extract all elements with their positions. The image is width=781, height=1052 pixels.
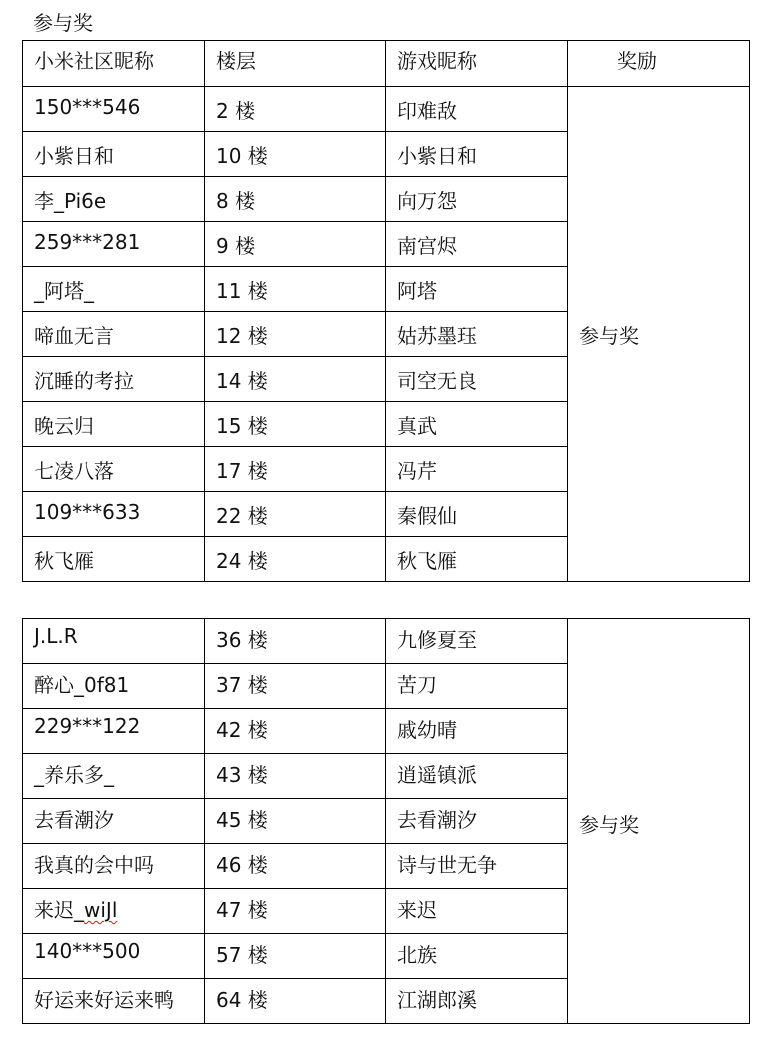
floor-cell: 37 楼 [205, 664, 386, 709]
column-header-community-nick: 小米社区昵称 [23, 41, 205, 87]
floor-cell: 42 楼 [205, 709, 386, 754]
game-nick-cell: 冯芹 [386, 447, 568, 492]
floor-cell: 47 楼 [205, 889, 386, 934]
community-nick-cell: 好运来好运来鸭 [23, 979, 205, 1024]
community-nick-cell: J.L.R [23, 619, 205, 664]
community-nick-cell: 150***546 [23, 87, 205, 132]
reward-cell: 参与奖 [568, 619, 750, 1024]
game-nick-cell: 阿塔 [386, 267, 568, 312]
winners-table-2 [22, 618, 750, 1024]
game-nick-cell: 司空无良 [386, 357, 568, 402]
column-header-game-nick: 游戏昵称 [386, 41, 568, 87]
game-nick-cell: 戚幼晴 [386, 709, 568, 754]
community-nick-cell: 259***281 [23, 222, 205, 267]
floor-cell: 8 楼 [205, 177, 386, 222]
floor-cell: 64 楼 [205, 979, 386, 1024]
game-nick-cell: 九修夏至 [386, 619, 568, 664]
game-nick-cell: 来迟 [386, 889, 568, 934]
community-nick-cell: 229***122 [23, 709, 205, 754]
community-nick-cell: 140***500 [23, 934, 205, 979]
game-nick-cell: 秦假仙 [386, 492, 568, 537]
floor-cell: 14 楼 [205, 357, 386, 402]
floor-cell: 9 楼 [205, 222, 386, 267]
community-nick-cell: 我真的会中吗 [23, 844, 205, 889]
section-heading: 参与奖 [33, 11, 93, 35]
community-nick-cell: 来迟_wiJl [23, 889, 205, 934]
community-nick-cell: 啼血无言 [23, 312, 205, 357]
reward-cell: 参与奖 [568, 87, 750, 582]
floor-cell: 43 楼 [205, 754, 386, 799]
community-nick-cell: 去看潮汐 [23, 799, 205, 844]
floor-cell: 24 楼 [205, 537, 386, 582]
table-body [23, 619, 750, 1024]
game-nick-cell: 印难敌 [386, 87, 568, 132]
table-header [23, 41, 750, 87]
floor-cell: 11 楼 [205, 267, 386, 312]
game-nick-cell: 苦刀 [386, 664, 568, 709]
community-nick-cell: 晚云归 [23, 402, 205, 447]
floor-cell: 12 楼 [205, 312, 386, 357]
community-nick-cell: 小紫日和 [23, 132, 205, 177]
floor-cell: 45 楼 [205, 799, 386, 844]
community-nick-cell: _阿塔_ [23, 267, 205, 312]
game-nick-cell: 江湖郎溪 [386, 979, 568, 1024]
floor-cell: 46 楼 [205, 844, 386, 889]
floor-cell: 15 楼 [205, 402, 386, 447]
community-nick-cell: 李_Pi6e [23, 177, 205, 222]
community-nick-cell: 秋飞雁 [23, 537, 205, 582]
floor-cell: 17 楼 [205, 447, 386, 492]
table-row [23, 87, 750, 132]
column-header-floor: 楼层 [205, 41, 386, 87]
floor-cell: 10 楼 [205, 132, 386, 177]
community-nick-cell: 109***633 [23, 492, 205, 537]
floor-cell: 22 楼 [205, 492, 386, 537]
floor-cell: 57 楼 [205, 934, 386, 979]
game-nick-cell: 秋飞雁 [386, 537, 568, 582]
floor-cell: 36 楼 [205, 619, 386, 664]
table-body [23, 87, 750, 582]
game-nick-cell: 姑苏墨珏 [386, 312, 568, 357]
game-nick-cell: 逍遥镇派 [386, 754, 568, 799]
community-nick-cell: 沉睡的考拉 [23, 357, 205, 402]
game-nick-cell: 真武 [386, 402, 568, 447]
game-nick-cell: 向万怨 [386, 177, 568, 222]
table-row [23, 619, 750, 664]
game-nick-cell: 诗与世无争 [386, 844, 568, 889]
game-nick-cell: 小紫日和 [386, 132, 568, 177]
header-row [23, 41, 750, 87]
spellcheck-underline: wiJl [84, 898, 118, 922]
community-nick-cell: 醉心_0f81 [23, 664, 205, 709]
community-nick-cell: 七凌八落 [23, 447, 205, 492]
community-nick-cell: _养乐多_ [23, 754, 205, 799]
game-nick-cell: 南宫烬 [386, 222, 568, 267]
game-nick-cell: 去看潮汐 [386, 799, 568, 844]
column-header-reward: 奖励 [568, 41, 750, 87]
winners-table-1 [22, 40, 750, 582]
game-nick-cell: 北族 [386, 934, 568, 979]
floor-cell: 2 楼 [205, 87, 386, 132]
